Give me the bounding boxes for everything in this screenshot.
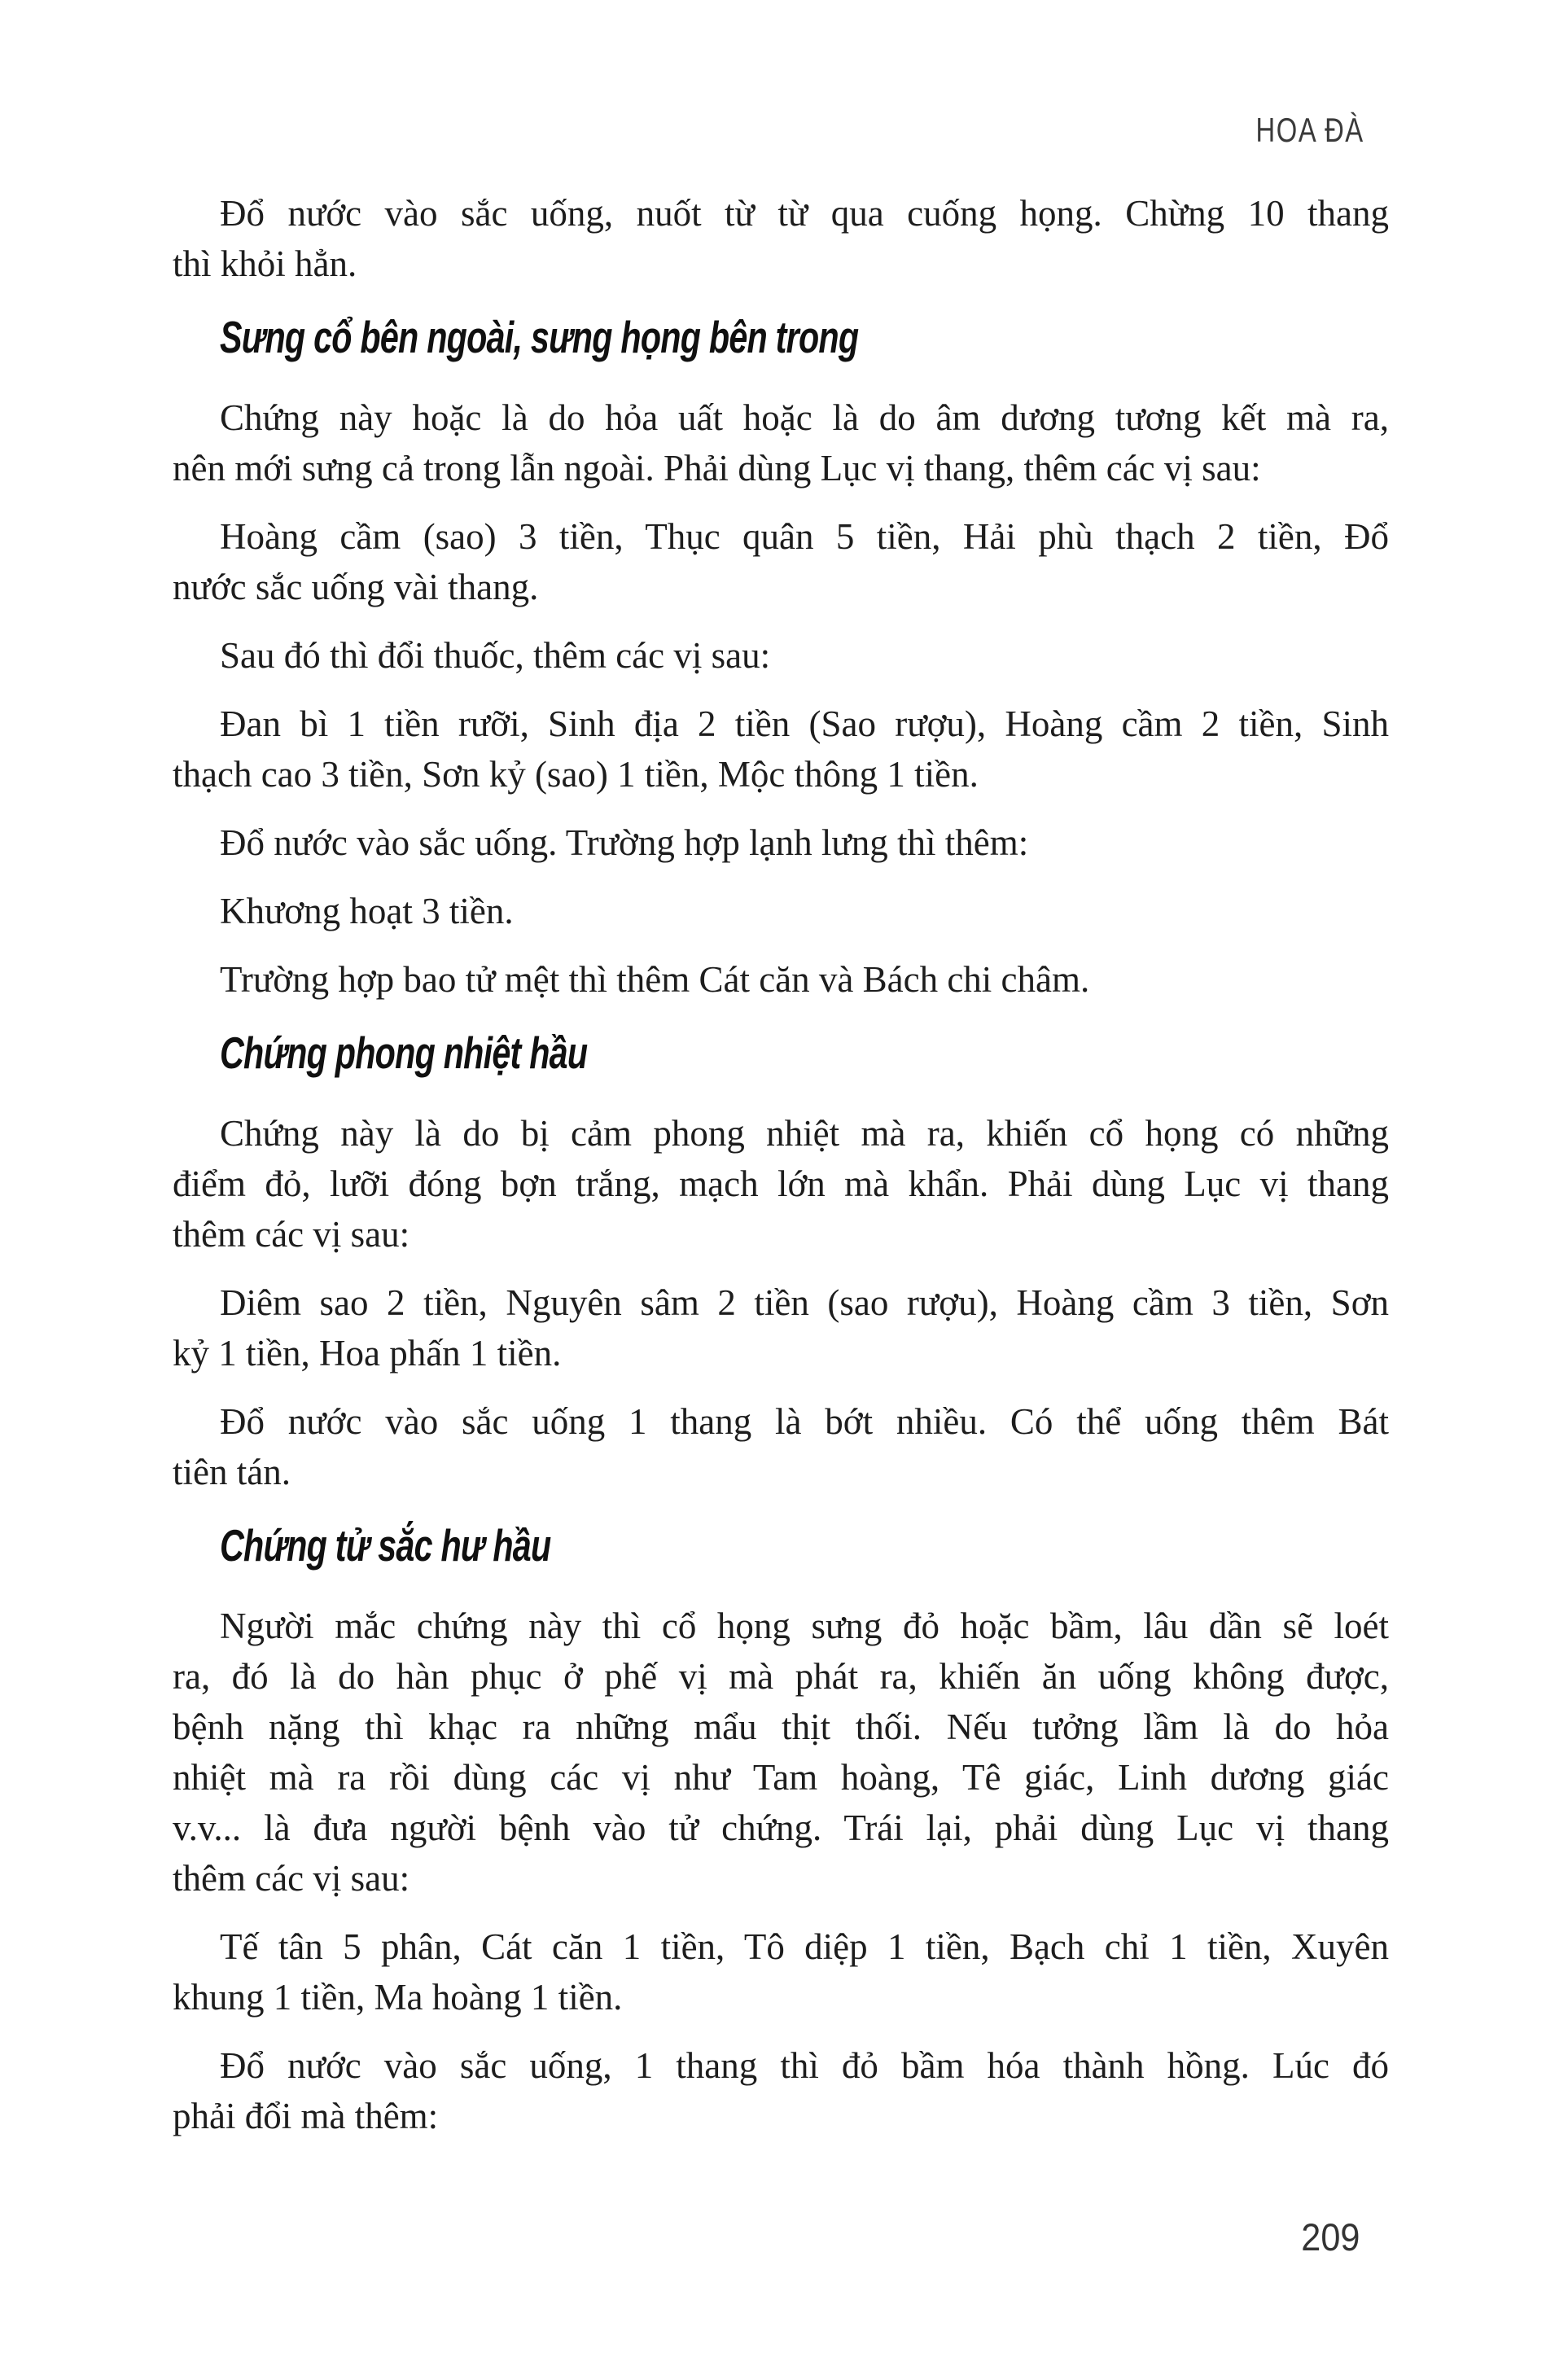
- body-line: khung 1 tiền, Ma hoàng 1 tiền.: [173, 1977, 623, 2018]
- body-line: Đổ nước vào sắc uống, 1 thang thì đỏ bầm hóa thành hồng. Lúc đó: [220, 2045, 1389, 2086]
- paragraph: [173, 817, 1389, 868]
- body-line: điểm đỏ, lưỡi đóng bợn trắng, mạch lớn mà khẩn. Phải dùng Lục vị thang: [173, 1163, 1389, 1204]
- section-heading: [173, 1520, 1389, 1583]
- body-line: nhiệt mà ra rồi dùng các vị như Tam hoàng, Tê giác, Linh dương giác: [173, 1757, 1389, 1798]
- paragraph: [173, 1396, 1389, 1497]
- paragraph: [173, 1601, 1389, 1904]
- paragraph: [173, 392, 1389, 493]
- body-line: Đổ nước vào sắc uống, nuốt từ từ qua cuống họng. Chừng 10 thang: [220, 193, 1389, 234]
- page-number-text: 209: [1300, 2215, 1360, 2259]
- paragraph: [173, 699, 1389, 800]
- body-line: Đổ nước vào sắc uống. Trường hợp lạnh lưng thì thêm:: [220, 822, 1029, 863]
- body-line: bệnh nặng thì khạc ra những mẩu thịt thối. Nếu tưởng lầm là do hỏa: [173, 1707, 1389, 1747]
- body-line: Sau đó thì đổi thuốc, thêm các vị sau:: [220, 635, 771, 676]
- body-line: tiên tán.: [173, 1452, 291, 1492]
- body-line: ra, đó là do hàn phục ở phế vị mà phát ra, khiến ăn uống không được,: [173, 1656, 1389, 1697]
- paragraph: [173, 511, 1389, 612]
- body-line: Đổ nước vào sắc uống 1 thang là bớt nhiều. Có thể uống thêm Bát: [220, 1401, 1389, 1442]
- body-line: kỷ 1 tiền, Hoa phấn 1 tiền.: [173, 1333, 562, 1374]
- body-line: Chứng này hoặc là do hỏa uất hoặc là do âm dương tương kết mà ra,: [220, 397, 1389, 438]
- body-line: v.v... là đưa người bệnh vào tử chứng. Trái lại, phải dùng Lục vị thang: [173, 1807, 1389, 1848]
- body-line: Đan bì 1 tiền rưỡi, Sinh địa 2 tiền (Sao rượu), Hoàng cầm 2 tiền, Sinh: [220, 703, 1389, 744]
- body-line: Khương hoạt 3 tiền.: [220, 891, 514, 931]
- body-line: nước sắc uống vài thang.: [173, 567, 539, 607]
- body-line: thêm các vị sau:: [173, 1858, 410, 1899]
- body-line: Hoàng cầm (sao) 3 tiền, Thục quân 5 tiền, Hải phù thạch 2 tiền, Đổ: [220, 516, 1389, 557]
- paragraph: [173, 1108, 1389, 1260]
- section-heading: [173, 312, 1389, 375]
- body-line: Diêm sao 2 tiền, Nguyên sâm 2 tiền (sao rượu), Hoàng cầm 3 tiền, Sơn: [220, 1282, 1389, 1323]
- paragraph: [173, 630, 1389, 681]
- body-line: Chứng này là do bị cảm phong nhiệt mà ra, khiến cổ họng có những: [220, 1113, 1389, 1154]
- paragraph: [173, 954, 1389, 1005]
- body-line: phải đổi mà thêm:: [173, 2096, 439, 2136]
- section-heading-text: Sưng cổ bên ngoài, sưng họng bên trong: [220, 312, 859, 362]
- paragraph: [173, 886, 1389, 936]
- running-head-text: HOA ĐÀ: [1255, 111, 1364, 149]
- page-number: [1296, 2215, 1360, 2259]
- body-line: thạch cao 3 tiền, Sơn kỷ (sao) 1 tiền, Mộc thông 1 tiền.: [173, 754, 979, 795]
- section-heading-text: Chứng tử sắc hư hầu: [220, 1520, 551, 1571]
- section-heading-text: Chứng phong nhiệt hầu: [220, 1027, 588, 1078]
- section-heading: [173, 1027, 1389, 1090]
- paragraph: [173, 1921, 1389, 2022]
- running-head: [1225, 111, 1364, 150]
- body-line: nên mới sưng cả trong lẫn ngoài. Phải dùng Lục vị thang, thêm các vị sau:: [173, 448, 1261, 489]
- page-content: [173, 188, 1389, 2159]
- paragraph: [173, 188, 1389, 289]
- body-line: Tế tân 5 phân, Cát căn 1 tiền, Tô diệp 1 tiền, Bạch chỉ 1 tiền, Xuyên: [220, 1926, 1389, 1967]
- body-line: thì khỏi hẳn.: [173, 243, 357, 284]
- paragraph: [173, 1277, 1389, 1378]
- body-line: thêm các vị sau:: [173, 1214, 410, 1255]
- body-line: Người mắc chứng này thì cổ họng sưng đỏ hoặc bầm, lâu dần sẽ loét: [220, 1606, 1389, 1646]
- paragraph: [173, 2040, 1389, 2141]
- body-line: Trường hợp bao tử mệt thì thêm Cát căn và Bách chi châm.: [220, 959, 1090, 1000]
